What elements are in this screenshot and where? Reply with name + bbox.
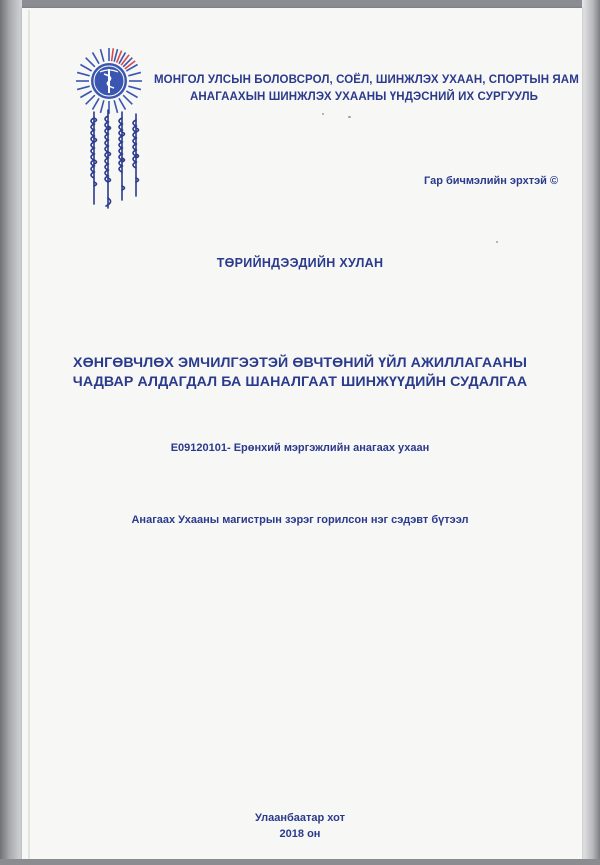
university-emblem-icon bbox=[74, 46, 144, 116]
page-edge-bottom bbox=[0, 859, 600, 865]
binding-edge-left bbox=[0, 0, 22, 865]
page-edge-right bbox=[582, 0, 600, 865]
paper-speck bbox=[496, 241, 498, 243]
page-fold-shadow bbox=[28, 10, 30, 860]
mongolian-script-logo-icon bbox=[82, 108, 144, 212]
thesis-title-line-2: ЧАДВАР АЛДАГДАЛ БА ШАНАЛГААТ ШИНЖҮҮДИЙН СУДАЛГАА bbox=[72, 374, 528, 390]
university-name: АНАГААХЫН ШИНЖЛЭХ УХААНЫ ҮНДЭСНИЙ ИХ СУРГУУЛЬ bbox=[190, 91, 539, 103]
paper-speck bbox=[348, 116, 351, 118]
author-name: ТӨРИЙНДЭЭДИЙН ХУЛАН bbox=[216, 256, 384, 270]
city-name: Улаанбаатар хот bbox=[254, 812, 345, 824]
year: 2018 он bbox=[279, 828, 321, 840]
ministry-name: МОНГОЛ УЛСЫН БОЛОВСРОЛ, СОЁЛ, ШИНЖЛЭХ УХААН, СПОРТЫН ЯАМ bbox=[154, 74, 579, 86]
copyright-note: Гар бичмэлийн эрхтэй © bbox=[424, 175, 559, 187]
specialty-code: Е09120101- Ерөнхий мэргэжлийн анагаах ухаан bbox=[170, 442, 430, 454]
thesis-title-line-1: ХӨНГӨВЧЛӨХ ЭМЧИЛГЭЭТЭЙ ӨВЧТӨНИЙ ҮЙЛ АЖИЛЛАГААНЫ bbox=[73, 355, 527, 371]
degree-note: Анагаах Ухааны магистрын зэрэг горилсон нэг сэдэвт бүтээл bbox=[131, 514, 469, 526]
paper-speck bbox=[322, 113, 324, 115]
